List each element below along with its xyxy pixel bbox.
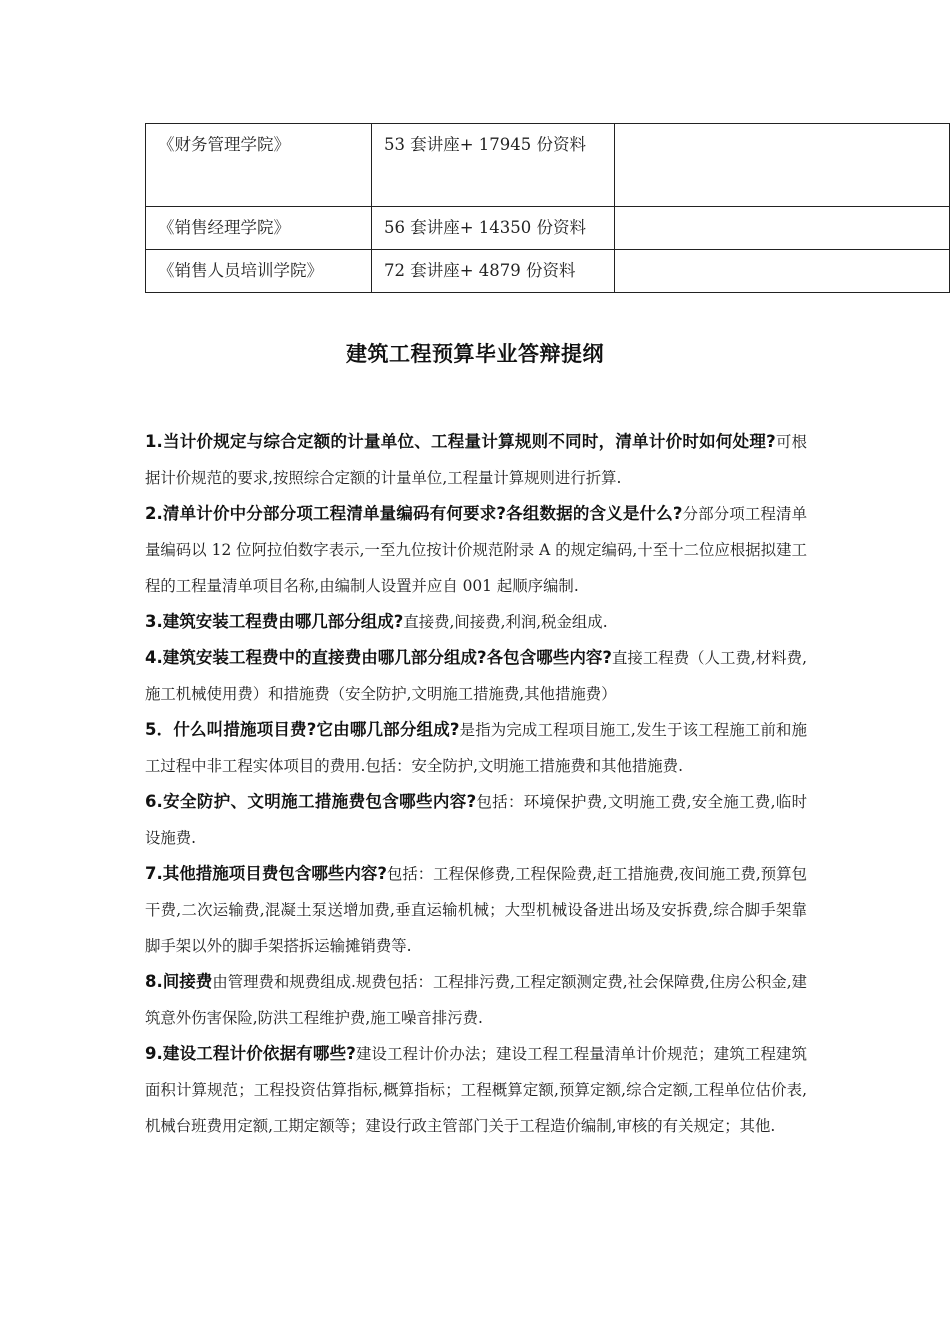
question-text: 7.其他措施项目费包含哪些内容? <box>145 864 387 883</box>
outline-item <box>145 604 807 640</box>
answer-text: 直接费,间接费,利润,税金组成. <box>403 613 608 631</box>
outline-item <box>145 856 807 964</box>
outline-item <box>145 424 807 496</box>
table-row <box>146 207 950 250</box>
answer-text: 建设工程计价办法；建设工程工程量清单计价规范；建筑工程建筑面积计算规范；工程投资估算指标,概算指标；工程概算定额,预算定额,综合定额,工程单位估价表,机械台班费用定额,工期定额等；建设行政主管部门关于工程造价编制,审核的有关规定；其他. <box>145 1045 807 1135</box>
resource-table <box>145 123 950 293</box>
table-cell-name: 《销售人员培训学院》 <box>146 250 372 293</box>
question-text: 9.建设工程计价依据有哪些? <box>145 1044 356 1063</box>
answer-text: 可根据计价规范的要求,按照综合定额的计量单位,工程量计算规则进行折算. <box>145 433 807 487</box>
outline-item <box>145 712 807 784</box>
outline-item <box>145 640 807 712</box>
question-text: 6.安全防护、文明施工措施费包含哪些内容? <box>145 792 477 811</box>
table-row <box>146 124 950 207</box>
answer-text: 直接工程费（人工费,材料费,施工机械使用费）和措施费（安全防护,文明施工措施费,其他措施费） <box>145 649 807 703</box>
question-text: 4.建筑安装工程费中的直接费由哪几部分组成?各包含哪些内容? <box>145 648 612 667</box>
answer-text: 由管理费和规费组成.规费包括：工程排污费,工程定额测定费,社会保障费,住房公积金,建筑意外伤害保险,防洪工程维护费,施工噪音排污费. <box>145 973 807 1027</box>
table-cell-name: 《销售经理学院》 <box>146 207 372 250</box>
answer-text: 包括：环境保护费,文明施工费,安全施工费,临时设施费. <box>145 793 807 847</box>
question-text: 5．什么叫措施项目费?它由哪几部分组成? <box>145 720 460 739</box>
question-text: 2.清单计价中分部分项工程清单量编码有何要求?各组数据的含义是什么? <box>145 504 683 523</box>
table-cell-content: 56 套讲座+ 14350 份资料 <box>372 207 615 250</box>
question-text: 8.间接费 <box>145 972 213 991</box>
outline-item <box>145 784 807 856</box>
answer-text: 分部分项工程清单量编码以 12 位阿拉伯数字表示,一至九位按计价规范附录 A 的规定编码,十至十二位应根据拟建工程的工程量清单项目名称,由编制人设置并应自 001 起顺序编制. <box>145 505 807 595</box>
outline-body <box>145 424 807 1144</box>
question-text: 3.建筑安装工程费由哪几部分组成? <box>145 612 404 631</box>
outline-item <box>145 1036 807 1144</box>
table-cell-content: 72 套讲座+ 4879 份资料 <box>372 250 615 293</box>
table-cell-note <box>615 250 950 293</box>
table-cell-note <box>615 207 950 250</box>
table-cell-note <box>615 124 950 207</box>
answer-text: 是指为完成工程项目施工,发生于该工程施工前和施工过程中非工程实体项目的费用.包括：安全防护,文明施工措施费和其他措施费. <box>145 721 807 775</box>
table-cell-name: 《财务管理学院》 <box>146 124 372 207</box>
table-cell-content: 53 套讲座+ 17945 份资料 <box>372 124 615 207</box>
outline-item <box>145 964 807 1036</box>
table-row <box>146 250 950 293</box>
answer-text: 包括：工程保修费,工程保险费,赶工措施费,夜间施工费,预算包干费,二次运输费,混凝土泵送增加费,垂直运输机械；大型机械设备进出场及安拆费,综合脚手架靠脚手架以外的脚手架搭拆运输摊销费等. <box>145 865 807 955</box>
outline-item <box>145 496 807 604</box>
document-title: 建筑工程预算毕业答辩提纲 <box>346 342 604 366</box>
question-text: 1.当计价规定与综合定额的计量单位、工程量计算规则不同时，清单计价时如何处理? <box>145 432 776 451</box>
